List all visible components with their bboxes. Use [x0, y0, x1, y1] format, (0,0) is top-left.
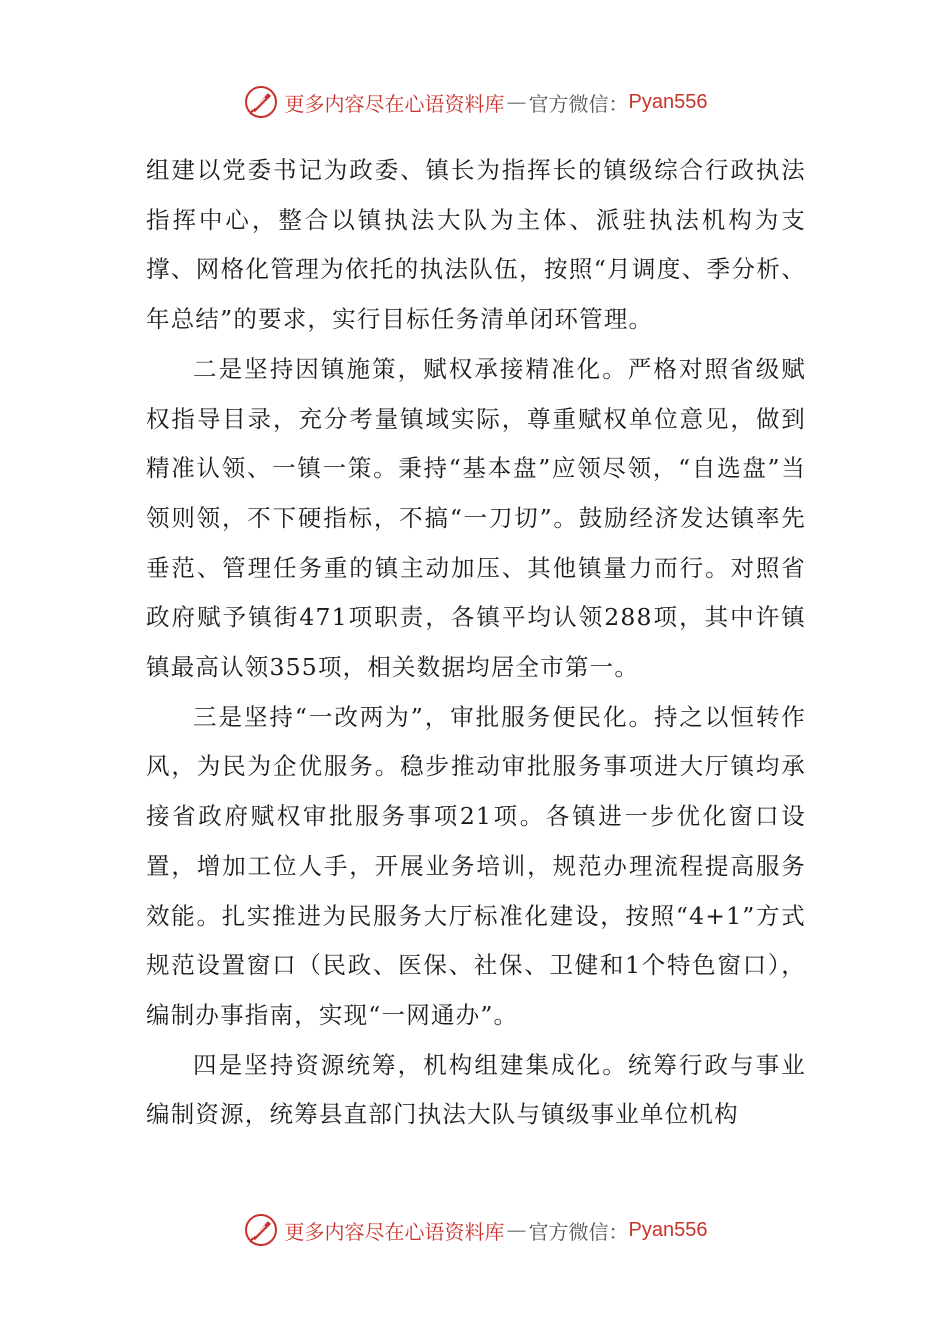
watermark-dash: —	[506, 90, 527, 114]
paragraph-2: 二是坚持因镇施策，赋权承接精准化。严格对照省级赋权指导目录，充分考量镇域实际，尊重赋权单位意见，做到精准认领、一镇一策。秉持“基本盘”应领尽领，“自选盘”当领则领，不下硬指标，不搞“一刀切”。鼓励经济发达镇率先垂范、管理任务重的镇主动加压、其他镇量力而行。对照省政府赋予镇街471项职责，各镇平均认领288项，其中许镇镇最高认领355项，相关数据均居全市第一。	[146, 354, 806, 682]
paragraph-1: 组建以党委书记为政委、镇长为指挥长的镇级综合行政执法指挥中心，整合以镇执法大队为主体、派驻执法机构为支撑、网格化管理为依托的执法队伍，按照“月调度、季分析、年总结”的要求，实行目标任务清单闭环管理。	[146, 156, 806, 334]
paragraph-4: 四是坚持资源统筹，机构组建集成化。统筹行政与事业编制资源，统筹县直部门执法大队与镇级事业单位机构	[146, 1050, 806, 1129]
watermark-wechat-label: 官方微信：	[528, 91, 629, 116]
watermark-brand-text: 更多内容尽在心语资料库	[284, 91, 505, 116]
header-watermark	[0, 80, 950, 124]
watermark-brand-text: 更多内容尽在心语资料库	[284, 1219, 505, 1244]
footer-watermark	[0, 1208, 950, 1252]
watermark-dash: —	[506, 1218, 527, 1242]
watermark-wechat-label: 官方微信：	[528, 1219, 629, 1244]
quill-logo-icon	[243, 1212, 279, 1248]
quill-logo-icon	[243, 84, 279, 120]
document-body	[146, 146, 806, 1140]
paragraph-3: 三是坚持“一改两为”，审批服务便民化。持之以恒转作风，为民为企优服务。稳步推动审批服务事项进大厅镇均承接省政府赋权审批服务事项21项。各镇进一步优化窗口设置，增加工位人手，开展业务培训，规范办理流程提高服务效能。扎实推进为民服务大厅标准化建设，按照“4+1”方式规范设置窗口（民政、医保、社保、卫健和1个特色窗口），编制办事指南，实现“一网通办”。	[146, 702, 806, 1029]
watermark-wechat-id: Pyan556	[628, 90, 708, 113]
watermark-wechat-id: Pyan556	[628, 1218, 708, 1241]
